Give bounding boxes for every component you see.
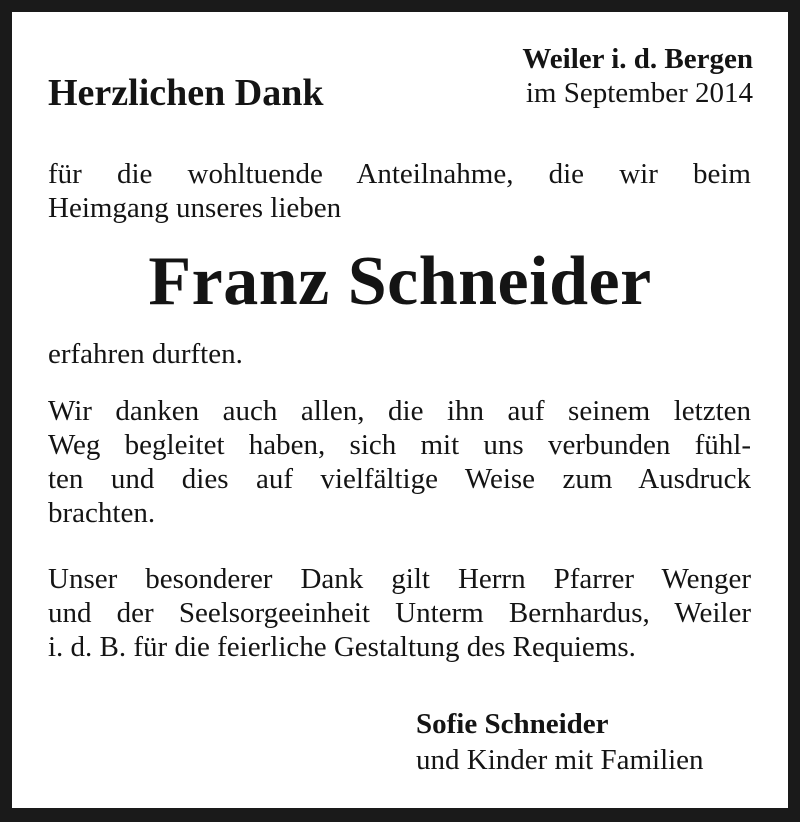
- location: Weiler i. d. Bergen: [522, 43, 753, 75]
- intro-line: für die wohltuende Anteilnahme, die wir beim: [48, 158, 751, 190]
- after-name-line: erfahren durften.: [48, 338, 243, 370]
- notice-card: [12, 12, 788, 808]
- signer-family: und Kinder mit Familien: [416, 744, 704, 776]
- place-and-date: [522, 42, 753, 110]
- thanks-line: Weg begleitet haben, sich mit uns verbunden fühl-: [48, 429, 751, 461]
- special-thanks-line: und der Seelsorgeeinheit Unterm Bernhardus, Weiler: [48, 597, 751, 629]
- special-thanks-line: i. d. B. für die feierliche Gestaltung des Requiems.: [48, 631, 636, 663]
- after-name-text: [48, 337, 751, 371]
- intro-paragraph: [48, 157, 751, 225]
- intro-line: Heimgang unseres lieben: [48, 192, 342, 224]
- thanks-line: Wir danken auch allen, die ihn auf seinem letzten: [48, 395, 751, 427]
- date: im September 2014: [525, 77, 753, 109]
- notice-title: Herzlichen Dank: [48, 72, 324, 114]
- deceased-name: Franz Schneider: [148, 243, 652, 320]
- special-thanks-line: Unser besonderer Dank gilt Herrn Pfarrer Wenger: [48, 563, 751, 595]
- signature-block: [416, 706, 704, 778]
- signer-name: Sofie Schneider: [416, 708, 609, 740]
- thanks-line: brachten.: [48, 497, 156, 529]
- thanks-paragraph: [48, 394, 751, 530]
- special-thanks-paragraph: [48, 562, 751, 664]
- thanks-line: ten und dies auf vielfältige Weise zum Ausdruck: [48, 463, 751, 495]
